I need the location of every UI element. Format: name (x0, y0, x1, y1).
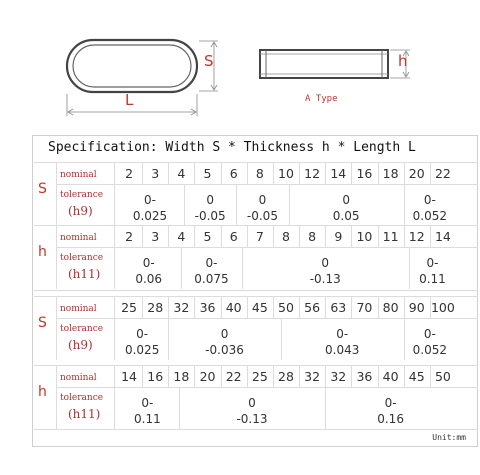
nominal-cell: 16 (356, 166, 373, 181)
tolerance-cell (242, 255, 409, 287)
tolerance-lower: -0.036 (205, 343, 244, 357)
nominal-cell: 8 (282, 229, 290, 244)
nominal-divider (351, 163, 352, 184)
nominal-divider (325, 366, 326, 387)
nominal-divider (299, 297, 300, 318)
nominal-cell: 6 (229, 229, 238, 244)
tolerance-upper: 0 (206, 193, 214, 207)
tolerance-label: tolerance (60, 190, 104, 200)
nominal-cell: 36 (356, 369, 373, 384)
h-dimension-label: h (398, 52, 408, 70)
tolerance-cell (404, 326, 456, 358)
nominal-cell: 45 (408, 369, 425, 384)
tolerance-upper: 0- (423, 193, 436, 207)
nominal-label: nominal (60, 233, 97, 243)
nominal-cell: 14 (330, 166, 347, 181)
tolerance-divider (242, 248, 243, 289)
nominal-divider (378, 297, 379, 318)
tolerance-divider (404, 319, 405, 360)
tolerance-cell (184, 192, 236, 224)
nominal-cell: 14 (434, 229, 451, 244)
tolerance-upper: 0- (142, 256, 155, 270)
nominal-divider (221, 366, 222, 387)
row-separator (56, 387, 478, 388)
row-separator (56, 247, 478, 248)
tolerance-cell (409, 255, 456, 287)
tolerance-lower: 0.05 (332, 209, 360, 223)
l-dimension-label: L (125, 91, 134, 109)
nominal-divider (404, 297, 405, 318)
tolerance-lower: 0.052 (412, 209, 448, 223)
tolerance-grade: (h9) (68, 338, 93, 352)
nominal-cell: 3 (151, 229, 160, 244)
nominal-divider (168, 226, 169, 247)
nominal-divider (194, 226, 195, 247)
nominal-divider (194, 163, 195, 184)
nominal-divider (404, 366, 405, 387)
nominal-cell: 50 (434, 369, 451, 384)
tolerance-divider (281, 319, 282, 360)
param-col-divider (56, 163, 57, 225)
tolerance-cell (281, 326, 404, 358)
block-separator (34, 225, 478, 226)
tolerance-cell (181, 255, 241, 287)
label-col-divider (114, 163, 115, 225)
nominal-divider (194, 366, 195, 387)
nominal-cell: 14 (121, 369, 138, 384)
tolerance-divider (409, 248, 410, 289)
tolerance-divider (325, 388, 326, 429)
tolerance-upper: 0 (220, 327, 229, 341)
nominal-cell: 40 (225, 300, 242, 315)
nominal-divider (325, 226, 326, 247)
nominal-divider (247, 297, 248, 318)
tolerance-lower: -0.05 (246, 209, 278, 223)
nominal-divider (378, 226, 379, 247)
tolerance-label: tolerance (60, 324, 104, 334)
param-col-divider (56, 226, 57, 289)
tolerance-label: tolerance (60, 393, 104, 403)
nominal-divider (273, 297, 274, 318)
param-letter: h (38, 384, 47, 400)
tolerance-cell (179, 395, 325, 427)
nominal-cell: 22 (434, 166, 451, 181)
tolerance-lower: -0.13 (309, 272, 341, 286)
tolerance-upper: 0- (136, 327, 149, 341)
unit-label: Unit:mm (432, 433, 466, 442)
nominal-cell: 12 (408, 229, 425, 244)
nominal-divider (194, 297, 195, 318)
nominal-divider (325, 297, 326, 318)
nominal-divider (351, 226, 352, 247)
block-separator (34, 162, 478, 163)
nominal-cell: 8 (308, 229, 317, 244)
nominal-divider (273, 163, 274, 184)
nominal-divider (221, 163, 222, 184)
block-separator (34, 290, 478, 291)
nominal-cell: 16 (147, 369, 164, 384)
tolerance-upper: 0- (423, 327, 436, 341)
tolerance-upper: 0- (144, 193, 156, 207)
nominal-cell: 45 (251, 300, 268, 315)
tolerance-lower: 0.025 (124, 343, 160, 357)
tolerance-divider (404, 185, 405, 225)
tolerance-upper: 0- (336, 327, 349, 341)
nominal-cell: 100 (430, 300, 455, 315)
nominal-divider (325, 163, 326, 184)
nominal-cell: 63 (330, 300, 347, 315)
nominal-divider (247, 366, 248, 387)
tolerance-cell (168, 326, 280, 358)
nominal-divider (142, 297, 143, 318)
nominal-divider (430, 163, 431, 184)
block-separator (34, 365, 478, 366)
a-type-label: A Type (305, 94, 338, 104)
label-col-divider (114, 366, 115, 429)
nominal-cell: 2 (125, 229, 134, 244)
tolerance-upper: 0 (342, 193, 350, 207)
spec-title: Specification: Width S * Thickness h * Length L (48, 140, 416, 155)
tolerance-cell (116, 255, 181, 287)
nominal-divider (168, 297, 169, 318)
label-col-divider (114, 226, 115, 289)
tolerance-divider (168, 319, 169, 360)
tolerance-upper: 0- (384, 396, 397, 410)
nominal-divider (299, 163, 300, 184)
param-letter: S (38, 315, 47, 331)
s-dimension-label: S (204, 52, 214, 70)
nominal-cell: 32 (304, 369, 321, 384)
tolerance-divider (289, 185, 290, 225)
nominal-cell: 20 (408, 166, 425, 181)
nominal-divider (299, 226, 300, 247)
nominal-divider (273, 226, 274, 247)
nominal-cell: 90 (408, 300, 425, 315)
tolerance-lower: 0.16 (377, 412, 404, 426)
tolerance-lower: -0.05 (194, 209, 226, 223)
nominal-cell: 9 (334, 229, 343, 244)
tolerance-lower: 0.11 (134, 412, 161, 426)
tolerance-lower: 0.025 (132, 209, 168, 223)
tolerance-divider (179, 388, 180, 429)
param-letter: h (38, 244, 47, 260)
nominal-cell: 10 (278, 166, 294, 181)
tolerance-lower: 0.06 (135, 272, 163, 286)
nominal-cell: 25 (121, 300, 138, 315)
nominal-divider (351, 366, 352, 387)
nominal-divider (430, 366, 431, 387)
nominal-cell: 7 (255, 229, 264, 244)
nominal-divider (221, 226, 222, 247)
nominal-cell: 36 (199, 300, 216, 315)
top-view-icon (67, 40, 218, 116)
row-separator (56, 318, 478, 319)
nominal-cell: 10 (356, 229, 373, 244)
nominal-cell: 2 (125, 166, 134, 181)
tolerance-cell (116, 192, 184, 224)
tolerance-grade: (h11) (68, 407, 101, 421)
nominal-cell: 3 (151, 166, 160, 181)
tolerance-divider (184, 185, 185, 225)
nominal-cell: 18 (382, 166, 399, 181)
nominal-divider (142, 366, 143, 387)
tolerance-cell (236, 192, 288, 224)
tolerance-upper: 0- (205, 256, 218, 270)
nominal-divider (430, 297, 431, 318)
tolerance-cell (325, 395, 456, 427)
nominal-cell: 50 (278, 300, 294, 315)
nominal-divider (404, 226, 405, 247)
param-col-divider (56, 297, 57, 360)
nominal-divider (168, 163, 169, 184)
nominal-cell: 4 (177, 166, 186, 181)
nominal-label: nominal (60, 373, 97, 383)
nominal-divider (273, 366, 274, 387)
nominal-cell: 28 (147, 300, 164, 315)
tolerance-divider (181, 248, 182, 289)
nominal-divider (378, 366, 379, 387)
tolerance-cell (116, 326, 168, 358)
tolerance-cell (404, 192, 456, 224)
nominal-divider (247, 163, 248, 184)
nominal-cell: 25 (251, 369, 268, 384)
tolerance-divider (236, 185, 237, 225)
nominal-divider (430, 226, 431, 247)
table-bottom-line (34, 429, 478, 430)
nominal-label: nominal (60, 304, 97, 314)
nominal-divider (378, 163, 379, 184)
nominal-divider (168, 366, 169, 387)
nominal-cell: 80 (382, 300, 399, 315)
tolerance-grade: (h11) (68, 267, 101, 281)
nominal-cell: 5 (203, 166, 212, 181)
key-drawing (0, 0, 480, 135)
nominal-cell: 22 (225, 369, 242, 384)
param-col-divider (56, 366, 57, 429)
nominal-divider (299, 366, 300, 387)
tolerance-grade: (h9) (68, 204, 93, 218)
tolerance-upper: 0- (141, 396, 154, 410)
nominal-cell: 11 (382, 229, 399, 244)
nominal-divider (142, 226, 143, 247)
nominal-cell: 8 (255, 166, 264, 181)
tolerance-cell (289, 192, 404, 224)
tolerance-cell (116, 395, 179, 427)
tolerance-lower: 0.075 (194, 272, 229, 286)
tolerance-upper: 0 (321, 256, 330, 270)
row-separator (56, 184, 478, 185)
nominal-cell: 18 (173, 369, 190, 384)
nominal-cell: 6 (229, 166, 238, 181)
nominal-divider (351, 297, 352, 318)
label-col-divider (114, 297, 115, 360)
nominal-divider (404, 163, 405, 184)
tolerance-upper: 0 (248, 396, 256, 410)
tolerance-upper: 0- (426, 256, 439, 270)
nominal-cell: 5 (203, 229, 212, 244)
nominal-divider (247, 226, 248, 247)
side-view-icon (260, 50, 410, 78)
nominal-cell: 32 (330, 369, 347, 384)
nominal-cell: 40 (382, 369, 399, 384)
nominal-divider (221, 297, 222, 318)
tolerance-upper: 0 (258, 193, 267, 207)
nominal-cell: 56 (304, 300, 321, 315)
nominal-cell: 12 (304, 166, 321, 181)
nominal-cell: 70 (356, 300, 373, 315)
block-separator (34, 296, 478, 297)
tolerance-lower: 0.11 (419, 272, 446, 286)
nominal-cell: 4 (177, 229, 186, 244)
nominal-cell: 32 (173, 300, 190, 315)
tolerance-lower: 0.052 (412, 343, 448, 357)
tolerance-label: tolerance (60, 253, 104, 263)
tolerance-lower: 0.043 (325, 343, 360, 357)
tolerance-lower: -0.13 (236, 412, 268, 426)
param-letter: S (38, 181, 47, 197)
nominal-cell: 28 (278, 369, 294, 384)
nominal-divider (142, 163, 143, 184)
nominal-cell: 20 (199, 369, 216, 384)
nominal-label: nominal (60, 170, 97, 180)
